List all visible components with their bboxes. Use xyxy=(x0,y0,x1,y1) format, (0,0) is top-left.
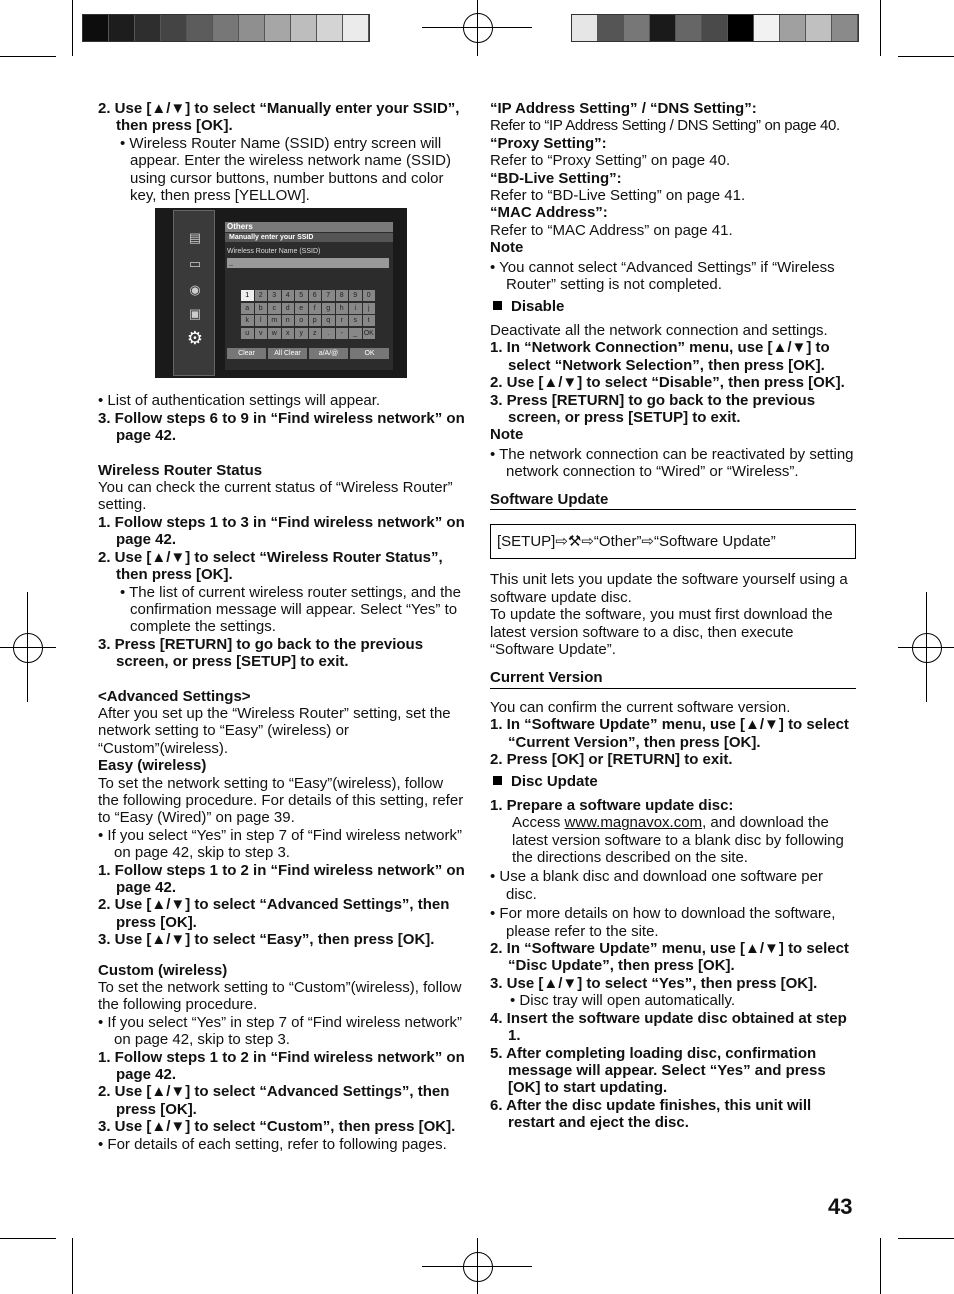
keypad-key[interactable]: 2 xyxy=(255,290,268,301)
registration-circle xyxy=(912,633,942,663)
function-key[interactable]: OK xyxy=(350,348,389,359)
wrs-step-2-note: • The list of current wireless router settings, and the confirmation message will appear. Select “Yes” to complete the settings. xyxy=(120,583,461,636)
keypad-key[interactable]: 9 xyxy=(349,290,362,301)
color-swatch xyxy=(291,15,317,41)
function-key-bar xyxy=(227,348,389,359)
keypad-key[interactable]: r xyxy=(336,315,349,326)
keypad-key[interactable]: - xyxy=(336,328,349,339)
keypad-key[interactable]: j xyxy=(363,303,376,314)
square-bullet-icon xyxy=(493,776,502,785)
proxy-text: Refer to “Proxy Setting” on page 40. xyxy=(490,152,731,170)
registration-circle xyxy=(13,633,43,663)
playback-settings-icon: ▤ xyxy=(188,230,202,245)
keypad-key[interactable]: u xyxy=(241,328,254,339)
color-swatch xyxy=(650,15,676,41)
easy-wireless-text: To set the network setting to “Easy”(wireless), follow the following procedure. For details of this setting, refer to “Easy (Wired)” on page 39. xyxy=(98,774,464,827)
crop-mark xyxy=(72,0,73,56)
advanced-settings-text: After you set up the “Wireless Router” setting, set the network setting to “Easy” (wireless) or “Custom”(wireless). xyxy=(98,704,451,757)
menu-title: Others xyxy=(225,222,393,232)
color-swatch xyxy=(832,15,858,41)
ssid-input[interactable]: _ xyxy=(227,258,389,268)
proxy-heading: “Proxy Setting”: xyxy=(490,134,607,152)
square-bullet-icon xyxy=(493,301,502,310)
registration-circle xyxy=(463,13,493,43)
submenu-title: Manually enter your SSID xyxy=(225,233,393,242)
disable-step-3: 3. Press [RETURN] to go back to the previous screen, or press [SETUP] to exit. xyxy=(490,391,816,426)
keypad-key[interactable]: y xyxy=(295,328,308,339)
easy-skip-bullet: • If you select “Yes” in step 7 of “Find wireless network” on page 42, skip to step 3. xyxy=(98,826,463,862)
mac-text: Refer to “MAC Address” on page 41. xyxy=(490,221,733,239)
easy-step-1: 1. Follow steps 1 to 2 in “Find wireless network” on page 42. xyxy=(98,861,465,896)
wrs-step-1: 1. Follow steps 1 to 3 in “Find wireless network” on page 42. xyxy=(98,513,465,549)
cv-step-2: 2. Press [OK] or [RETURN] to exit. xyxy=(490,751,733,768)
du-step-1-text: Access www.magnavox.com, and download the latest version software to a blank disc by following the directions described on the site. xyxy=(512,814,844,867)
keypad-key[interactable]: OK xyxy=(363,330,374,338)
crop-mark xyxy=(880,1238,881,1294)
wireless-router-status-heading: Wireless Router Status xyxy=(98,461,263,479)
color-swatch xyxy=(624,15,650,41)
color-swatch xyxy=(213,15,239,41)
function-key[interactable]: All Clear xyxy=(268,348,307,359)
bdlive-text: Refer to “BD-Live Setting” on page 41. xyxy=(490,187,746,205)
note-heading-2: Note xyxy=(490,426,524,444)
keypad-key[interactable]: 4 xyxy=(282,290,295,301)
keypad-key[interactable]: p xyxy=(309,315,322,326)
color-swatch xyxy=(702,15,728,41)
crop-mark xyxy=(0,1238,56,1239)
registration-circle xyxy=(463,1252,493,1282)
keypad-key[interactable]: s xyxy=(349,315,362,326)
keypad-key[interactable]: l xyxy=(255,315,268,326)
du-step-4: 4. Insert the software update disc obtained at step 1. xyxy=(490,1009,847,1045)
easy-step-3: 3. Use [▲/▼] to select “Easy”, then press [OK]. xyxy=(98,931,435,949)
software-update-instructions: To update the software, you must first download the latest version software to a disc, then execute “Software Update”. xyxy=(490,606,833,658)
custom-wireless-text: To set the network setting to “Custom”(wireless), follow the following procedure. xyxy=(98,979,462,1014)
du-step-1: 1. Prepare a software update disc: xyxy=(490,796,734,814)
page-number: 43 xyxy=(828,1194,853,1219)
function-key[interactable]: a/A/@ xyxy=(309,348,348,359)
color-swatch xyxy=(161,15,187,41)
custom-skip-bullet: • If you select “Yes” in step 7 of “Find wireless network” on page 42, skip to step 3. xyxy=(98,1013,463,1049)
du-step-3-note: • Disc tray will open automatically. xyxy=(510,992,736,1010)
keypad-key[interactable]: w xyxy=(268,328,281,339)
keypad-key[interactable]: _ xyxy=(349,328,362,339)
auth-list-bullet: • List of authentication settings will appear. xyxy=(98,392,381,410)
custom-step-1: 1. Follow steps 1 to 2 in “Find wireless network” on page 42. xyxy=(98,1048,465,1084)
color-swatch xyxy=(343,15,369,41)
du-step-6: 6. After the disc update finishes, this unit will restart and eject the disc. xyxy=(490,1096,812,1132)
note-advanced-bullet: • You cannot select “Advanced Settings” if “Wireless Router” setting is not completed. xyxy=(490,258,835,294)
color-swatch xyxy=(806,15,832,41)
software-update-intro: This unit lets you update the software yourself using a software update disc. xyxy=(490,571,848,606)
advanced-settings-heading: <Advanced Settings> xyxy=(98,687,251,705)
keypad-key[interactable]: 8 xyxy=(336,290,349,301)
keypad-key[interactable]: t xyxy=(363,315,376,326)
color-swatch xyxy=(83,15,109,41)
character-keypad xyxy=(241,290,375,341)
keypad-key[interactable]: 1 xyxy=(241,290,254,301)
disable-text: Deactivate all the network connection and settings. xyxy=(490,321,828,339)
keypad-key[interactable]: e xyxy=(295,303,308,314)
ssid-field-label: Wireless Router Name (SSID) xyxy=(227,248,321,255)
right-column xyxy=(490,100,856,1132)
note-heading: Note xyxy=(490,239,524,257)
entry-panel xyxy=(225,222,393,370)
custom-step-2: 2. Use [▲/▼] to select “Advanced Settings”, then press [OK]. xyxy=(98,1083,450,1118)
keypad-key[interactable]: n xyxy=(282,315,295,326)
color-swatch xyxy=(754,15,780,41)
ssid-entry-note: • Wireless Router Name (SSID) entry screen will appear. Enter the wireless network name (SSID) using cursor buttons, number buttons and color key, then press [YELLOW]. xyxy=(120,134,451,205)
ip-dns-text: Refer to “IP Address Setting / DNS Setting” on page 40. xyxy=(490,117,840,135)
wrs-step-3: 3. Press [RETURN] to go back to the previous screen, or press [SETUP] to exit. xyxy=(98,635,424,671)
wireless-router-status-text: You can check the current status of “Wireless Router” setting. xyxy=(98,479,453,514)
color-swatch xyxy=(135,15,161,41)
disc-update-heading: Disc Update xyxy=(490,773,856,790)
keypad-key[interactable]: f xyxy=(309,303,322,314)
keypad-key[interactable]: i xyxy=(349,303,362,314)
du-step-3: 3. Use [▲/▼] to select “Yes”, then press [OK]. xyxy=(490,974,818,992)
disable-heading: Disable xyxy=(490,298,856,315)
crop-mark xyxy=(898,56,954,57)
keypad-key[interactable]: . xyxy=(322,328,335,339)
software-update-heading: Software Update xyxy=(490,491,856,510)
keypad-key[interactable]: o xyxy=(295,315,308,326)
bdlive-heading: “BD-Live Setting”: xyxy=(490,169,622,187)
keypad-key[interactable]: c xyxy=(268,303,281,314)
current-version-heading: Current Version xyxy=(490,669,856,688)
current-version-text: You can confirm the current software version. xyxy=(490,698,791,716)
keypad-key[interactable]: a xyxy=(241,303,254,314)
magnavox-link[interactable]: www.magnavox.com xyxy=(564,814,703,832)
disable-step-1: 1. In “Network Connection” menu, use [▲/▼] to select “Network Selection”, then press [OK]. xyxy=(490,339,830,374)
color-swatch xyxy=(187,15,213,41)
color-swatch xyxy=(676,15,702,41)
custom-details-bullet: • For details of each setting, refer to following pages. xyxy=(98,1135,447,1153)
step-select-manual-ssid: 2. Use [▲/▼] to select “Manually enter your SSID”, then press [OK]. xyxy=(98,100,460,135)
keypad-key[interactable]: k xyxy=(241,315,254,326)
du-step-5: 5. After completing loading disc, confirmation message will appear. Select “Yes” and press [OK] to start updating. xyxy=(490,1044,826,1097)
keypad-key[interactable]: h xyxy=(336,303,349,314)
color-swatch xyxy=(572,15,598,41)
keypad-key[interactable]: z xyxy=(309,328,322,339)
keypad-key[interactable]: 7 xyxy=(322,290,335,301)
cv-step-1: 1. In “Software Update” menu, use [▲/▼] to select “Current Version”, then press [OK]. xyxy=(490,716,849,751)
color-swatch xyxy=(265,15,291,41)
du-site-bullet: • For more details on how to download the software, please refer to the site. xyxy=(490,905,836,940)
color-strip-left xyxy=(82,14,370,42)
color-swatch xyxy=(728,15,754,41)
du-blank-disc-bullet: • Use a blank disc and download one software per disc. xyxy=(490,868,823,903)
color-swatch xyxy=(780,15,806,41)
keypad-key[interactable]: d xyxy=(282,303,295,314)
color-strip-right xyxy=(571,14,859,42)
crop-mark xyxy=(72,1238,73,1294)
custom-wireless-heading: Custom (wireless) xyxy=(98,961,228,979)
easy-step-2: 2. Use [▲/▼] to select “Advanced Settings”, then press [OK]. xyxy=(98,896,450,931)
ssid-entry-screen xyxy=(155,208,407,378)
keypad-key[interactable]: x xyxy=(282,328,295,339)
keypad-key[interactable]: b xyxy=(255,303,268,314)
easy-wireless-heading: Easy (wireless) xyxy=(98,757,207,775)
color-swatch xyxy=(598,15,624,41)
disable-step-2: 2. Use [▲/▼] to select “Disable”, then press [OK]. xyxy=(490,374,845,392)
other-settings-gear-icon: ⚙ xyxy=(186,328,204,348)
step-follow-6-9: 3. Follow steps 6 to 9 in “Find wireless network” on page 42. xyxy=(98,409,465,445)
keypad-key[interactable]: 3 xyxy=(268,290,281,301)
keypad-key[interactable]: m xyxy=(268,315,281,326)
display-icon: ▭ xyxy=(188,256,202,271)
du-step-2: 2. In “Software Update” menu, use [▲/▼] to select “Disc Update”, then press [OK]. xyxy=(490,940,849,975)
crop-mark xyxy=(898,1238,954,1239)
keypad-key[interactable]: 5 xyxy=(295,290,308,301)
crop-mark xyxy=(0,56,56,57)
keypad-key[interactable]: q xyxy=(322,315,335,326)
keypad-key[interactable]: g xyxy=(322,303,335,314)
color-swatch xyxy=(317,15,343,41)
crop-mark xyxy=(880,0,881,56)
setup-menu-sidebar xyxy=(173,210,215,376)
keypad-key[interactable]: v xyxy=(255,328,268,339)
note-reactivate-bullet: • The network connection can be reactivated by setting network connection to “Wired” or “Wireless”. xyxy=(490,445,854,481)
wrs-step-2: 2. Use [▲/▼] to select “Wireless Router Status”, then press [OK]. xyxy=(98,548,443,584)
audio-icon: ◉ xyxy=(189,282,201,297)
lock-icon: ▣ xyxy=(188,306,202,321)
color-swatch xyxy=(109,15,135,41)
color-swatch xyxy=(239,15,265,41)
function-key[interactable]: Clear xyxy=(227,348,266,359)
menu-path-box: [SETUP]⇨⚒⇨“Other”⇨“Software Update” xyxy=(490,524,856,559)
ip-dns-heading: “IP Address Setting” / “DNS Setting”: xyxy=(490,100,757,117)
custom-step-3: 3. Use [▲/▼] to select “Custom”, then press [OK]. xyxy=(98,1118,456,1136)
keypad-key[interactable]: 0 xyxy=(363,290,376,301)
keypad-key[interactable]: 6 xyxy=(309,290,322,301)
mac-heading: “MAC Address”: xyxy=(490,204,608,222)
